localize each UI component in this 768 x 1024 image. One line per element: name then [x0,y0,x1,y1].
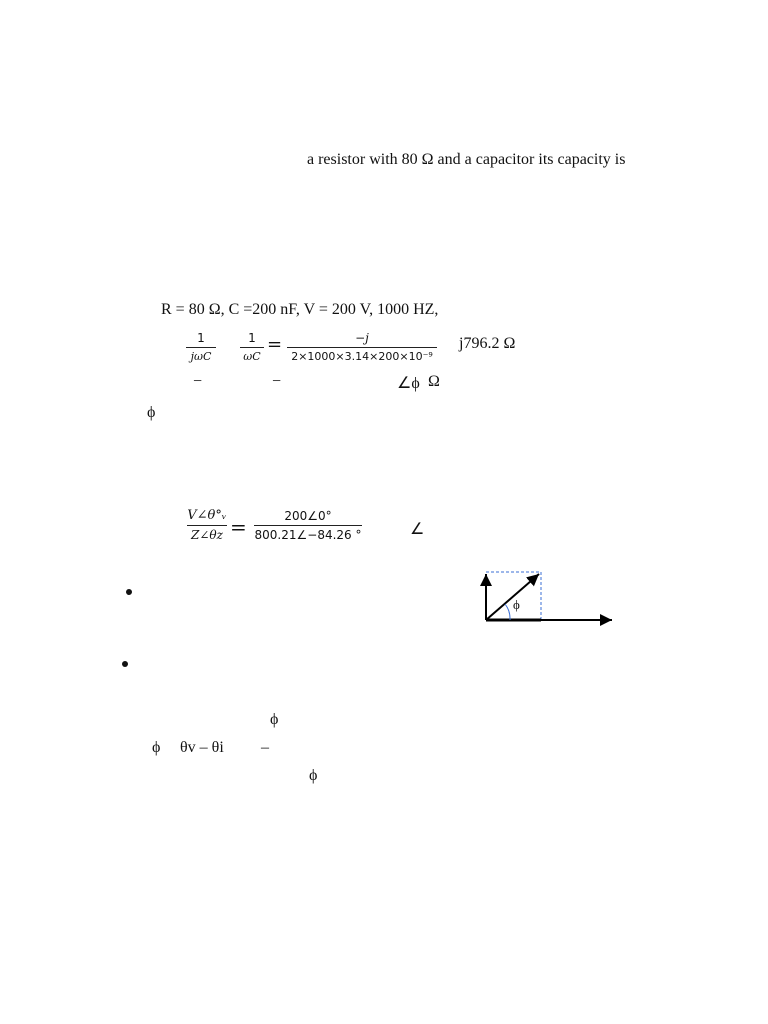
reactance-result: j796.2 Ω [459,335,516,352]
equals-sign: = [267,334,283,355]
ohm-symbol: Ω [428,373,440,390]
fraction-current [254,508,362,542]
phi-symbol: ϕ [270,711,279,728]
angle-symbol: ∠ [410,521,425,538]
phase-angle-label: ϕ [513,597,520,612]
equals-sign: = [230,515,247,539]
fraction-numerator: 1 [248,331,256,345]
fraction-numerator: −j [355,331,369,345]
given-values: R = 80 Ω, C =200 nF, V = 200 V, 1000 HZ, [161,301,439,318]
fraction-numerator: 200∠0° [284,509,332,523]
minus-sign: − [272,373,282,390]
fraction-numerator: V∠θ°ᵥ [187,508,227,523]
fraction-v-over-z [187,508,227,542]
fraction-bar [187,525,227,526]
phi-symbol: ϕ [152,739,161,756]
phase-difference-expression: θv – θi [180,739,224,756]
fraction-reactance [287,330,437,364]
fraction-1-over-jwc [186,330,216,364]
fraction-denominator: 2×1000×3.14×200×10⁻⁹ [291,350,433,363]
minus-sign: − [193,373,203,390]
fraction-denominator: ωC [243,350,261,363]
bullet-point [122,661,128,667]
phi-symbol: ϕ [147,404,156,421]
fraction-bar [254,525,362,526]
fraction-numerator: 1 [197,331,205,345]
fraction-bar [186,347,216,348]
phase-angle-arc [505,604,510,620]
fraction-1-over-wc [240,330,264,364]
fraction-bar [240,347,264,348]
fraction-denominator: 800.21∠−84.26 ° [254,528,362,542]
angle-phi: ∠ϕ [397,375,420,392]
fraction-denominator: jωC [190,350,212,363]
phi-symbol: ϕ [309,767,318,784]
fraction-bar [287,347,437,348]
phasor-diagram [478,566,623,632]
fraction-denominator: Z∠θz [191,528,223,542]
intro-text: a resistor with 80 Ω and a capacitor its capacity is [307,151,626,168]
minus-sign: – [261,739,269,756]
bullet-point [126,589,132,595]
